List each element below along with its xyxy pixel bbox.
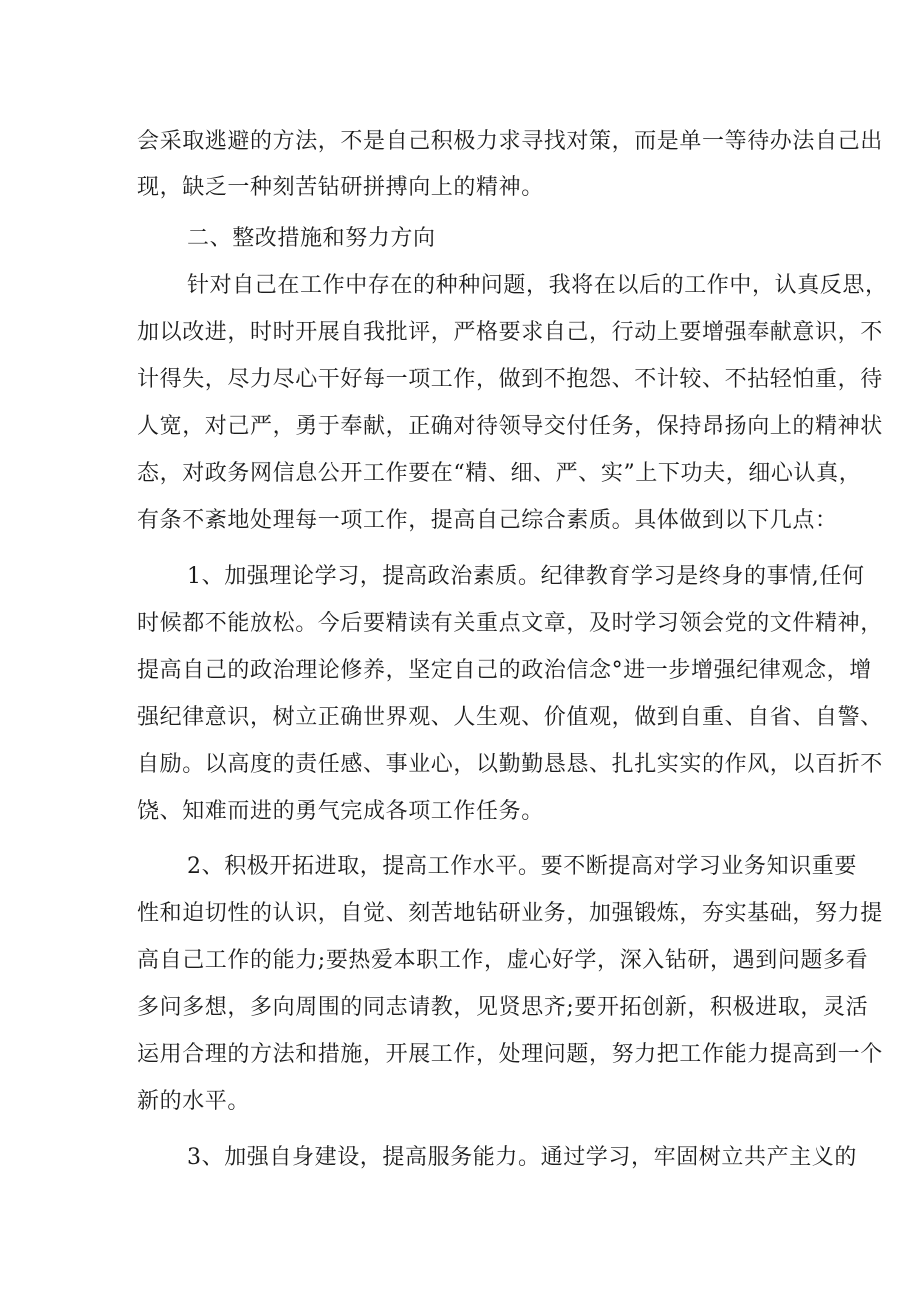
text-line: 加以改进，时时开展自我批评，严格要求自己，行动上要增强奉献意识，不	[137, 320, 883, 345]
text-line: 1、加强理论学习，提高政治素质。纪律教育学习是终身的事情,任何	[187, 564, 865, 589]
text-line: 新的水平。	[137, 1089, 251, 1114]
text-line: 饶、知难而进的勇气完成各项工作任务。	[137, 799, 544, 824]
text-line: 现，缺乏一种刻苦钻研拼搏向上的精神。	[137, 175, 544, 200]
text-line: 态，对政务网信息公开工作要在“精、细、严、实”上下功夫，细心认真，	[137, 461, 862, 486]
text-line: 有条不紊地处理每一项工作，提高自己综合素质。具体做到以下几点：	[137, 508, 838, 533]
text-line: 高自己工作的能力;要热爱本职工作，虚心好学，深入钻研，遇到问题多看	[137, 948, 869, 973]
text-line: 自励。以高度的责任感、事业心，以勤勤恳恳、扎扎实实的作风，以百折不	[137, 752, 883, 777]
text-line: 运用合理的方法和措施，开展工作，处理问题，努力把工作能力提高到一个	[137, 1042, 883, 1067]
text-line: 会采取逃避的方法，不是自己积极力求寻找对策，而是单一等待办法自己出	[137, 129, 883, 154]
text-line: 3、加强自身建设，提高服务能力。通过学习，牢固树立共产主义的	[187, 1145, 857, 1170]
text-line: 时候都不能放松。今后要精读有关重点文章，及时学习领会党的文件精神，	[137, 611, 883, 636]
heading-text: 二、整改措施和努力方向	[187, 226, 436, 251]
text-line: 强纪律意识，树立正确世界观、人生观、价值观，做到自重、自省、自警、	[137, 705, 883, 730]
text-line: 多问多想，多向周围的同志请教，见贤思齐;要开拓创新，积极进取，灵活	[137, 995, 869, 1020]
text-line: 提高自己的政治理论修养，坚定自己的政治信念°进一步增强纪律观念，增	[137, 658, 872, 683]
text-line: 计得失，尽力尽心干好每一项工作，做到不抱怨、不计较、不拈轻怕重，待	[137, 367, 883, 392]
text-line: 针对自己在工作中存在的种种问题，我将在以后的工作中，认真反思，	[187, 273, 888, 298]
text-line: 人宽，对己严，勇于奉献，正确对待领导交付任务，保持昂扬向上的精神状	[137, 414, 883, 439]
text-line: 性和迫切性的认识，自觉、刻苦地钻研业务，加强锻炼，夯实基础，努力提	[137, 901, 883, 926]
text-line: 2、积极开拓进取，提高工作水平。要不断提高对学习业务知识重要	[187, 854, 857, 879]
